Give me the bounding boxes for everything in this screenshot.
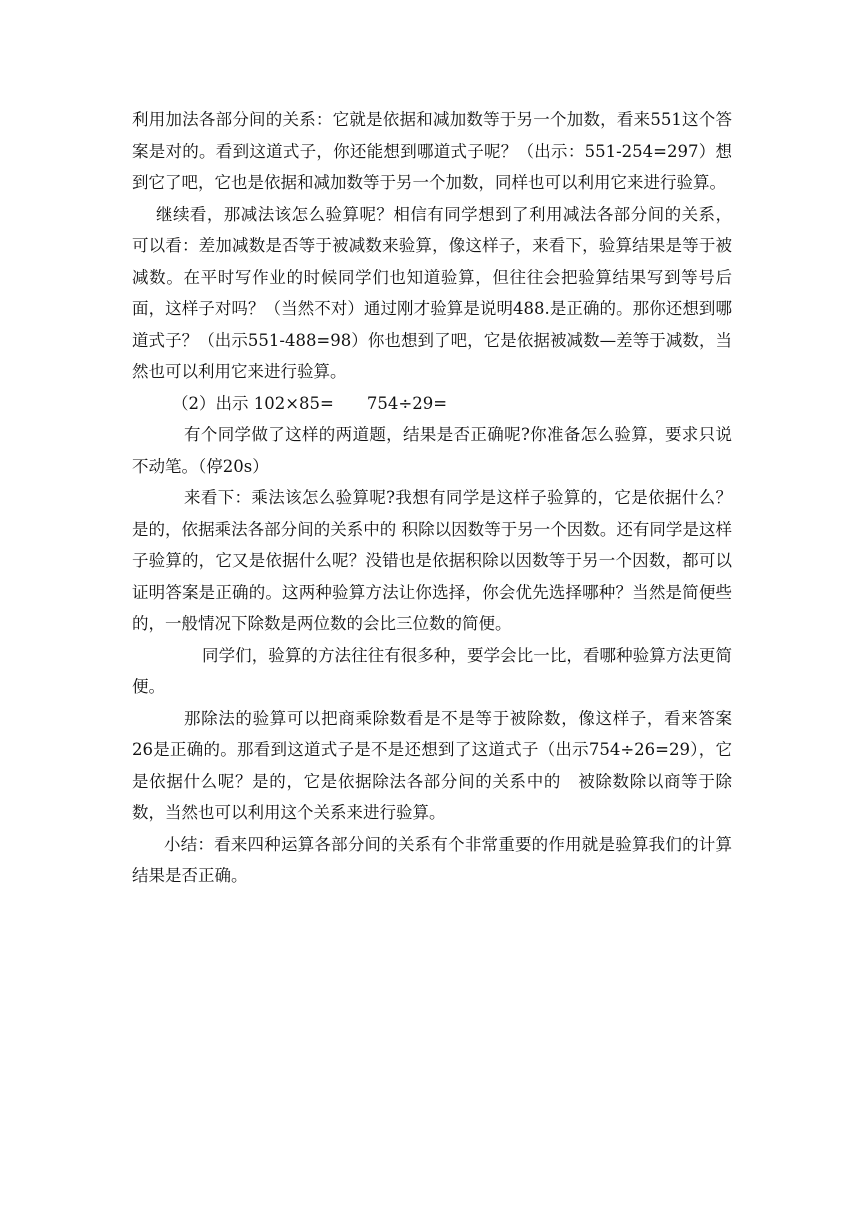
paragraph-compare-methods: 同学们，验算的方法往往有很多种，要学会比一比，看哪种验算方法更简便。 <box>132 645 732 696</box>
paragraph-subtraction-check: 继续看，那减法该怎么验算呢？相信有同学想到了利用减法各部分间的关系，可以看：差加减数是否等于被减数来验算，像这样子，来看下，验算结果是等于被减数。在平时写作业的时候同学们也知道验算，但往往会把验算结果写到等号后面，这样子对吗？（当然不对）通过刚才验算是说明488.是正确的。那你还想到哪道式子？（出示551-488=98）你也想到了吧，它是依据被减数—差等于减数，当然也可以利用它来进行验算。 <box>132 204 732 381</box>
paragraph-summary: 小结：看来四种运算各部分间的关系有个非常重要的作用就是验算我们的计算结果是否正确。 <box>132 834 732 885</box>
paragraph-division-check: 那除法的验算可以把商乘除数看是不是等于被除数，像这样子，看来答案26是正确的。那看到这道式子是不是还想到了这道式子（出示754÷26=29），它是依据什么呢？是的，它是依据除法各部分间的关系中的 被除数除以商等于除数，当然也可以利用这个关系来进行验算。 <box>132 708 732 822</box>
paragraph-question: 有个同学做了这样的两道题，结果是否正确呢?你准备怎么验算，要求只说不动笔。（停20s） <box>132 425 732 476</box>
paragraph-example-2: （2）出示 102×85= 754÷29= <box>172 393 448 413</box>
paragraph-multiplication-check: 来看下：乘法该怎么验算呢?我想有同学是这样子验算的，它是依据什么？是的，依据乘法各部分间的关系中的 积除以因数等于另一个因数。还有同学是这样子验算的，它又是依据什么呢？没错也是依据积除以因数等于另一个因数，都可以证明答案是正确的。这两种验算方法让你选择，你会优先选择哪种？当然是简便些的，一般情况下除数是两位数的会比三位数的简便。 <box>132 488 732 633</box>
paragraph-addition-check: 利用加法各部分间的关系：它就是依据和减加数等于另一个加数，看来551这个答案是对的。看到这道式子，你还能想到哪道式子呢？（出示：551-254=297）想到它了吧，它也是依据和减加数等于另一个加数，同样也可以利用它来进行验算。 <box>132 110 732 192</box>
document-body <box>132 104 732 892</box>
